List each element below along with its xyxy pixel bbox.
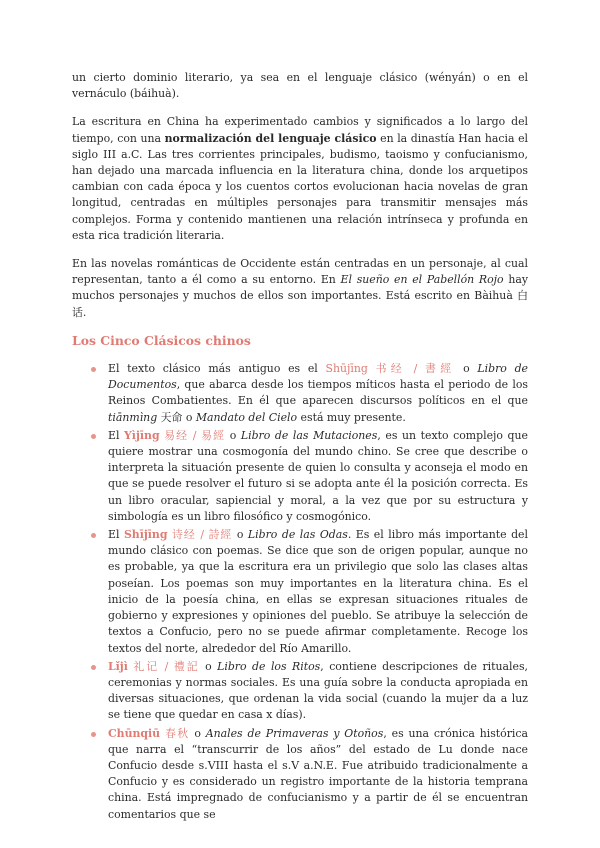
classic-name: Shūjīng bbox=[325, 362, 368, 376]
classic-characters: 春秋 bbox=[160, 726, 190, 740]
classic-title: Libro de los Ritos bbox=[217, 659, 321, 673]
classic-name: Yìjīng bbox=[124, 428, 160, 442]
classic-title: Libro de las Mutaciones bbox=[240, 428, 378, 442]
bullet-icon bbox=[91, 732, 96, 737]
list-item: Lǐjì 礼记 / 禮記 o Libro de los Ritos, contiene descripciones de rituales, ceremonias y normas sociales. Es una guía sobre la conducta apropiada en diversas situaciones, que ordenan la vida social (cuando la mujer da a luz se tiene que quedar en casa x días). bbox=[108, 659, 528, 724]
classic-title: Anales de Primaveras y Otoños bbox=[205, 726, 384, 740]
classic-characters: 易经 / 易經 bbox=[159, 428, 226, 442]
novels-text-start: En las novelas románticas de Occidente están centradas en un personaje, al cual representan, tanto a él como a su entorno. En bbox=[72, 257, 528, 287]
bullet-icon bbox=[91, 367, 96, 372]
classic-characters: 书经 / 書經 bbox=[367, 362, 456, 376]
classic-title: Libro de las Odas bbox=[247, 528, 348, 542]
bullet-icon bbox=[91, 434, 96, 439]
writing-history-paragraph bbox=[72, 114, 528, 244]
bullet-icon bbox=[91, 665, 96, 670]
classic-title: Libro de Documentos bbox=[108, 362, 529, 392]
term: tiānmìng bbox=[108, 410, 158, 424]
writing-text-start: La escritura en China ha experimentado cambios y significados a lo largo del tiempo, con una bbox=[72, 115, 528, 145]
intro-paragraph-continued bbox=[72, 70, 528, 102]
classic-name: Lǐjì bbox=[108, 659, 128, 673]
classic-name: Chūnqiū bbox=[108, 726, 161, 740]
list-item: El Shījīng 诗经 / 詩經 o Libro de las Odas. Es el libro más importante del mundo clásico con poemas. Se dice que son de origen popular, aunque no es probable, ya que la escritura era un privilegio que solo las clases altas poseían. Los poemas son muy importantes en la literatura china. Es el inicio de la poesía china, en ellas se expresan situaciones rituales de gobierno y expresiones y opiniones del pueblo. Se atribuye la selección de textos a Confucio, pero no se puede afirmar completamente. Recoge los textos del norte, alrededor del Río Amarillo. bbox=[108, 527, 528, 657]
document-page bbox=[72, 70, 528, 825]
list-item: Chūnqiū 春秋 o Anales de Primaveras y Otoños, es una crónica histórica que narra el “transcurrir de los años” del estado de Lu donde nace Confucio desde s.VIII hasta el s.V a.N.E. Fue atribuido tradicionalmente a Confucio y es considerado un registro importante de la historia temprana china. Está impregnado de confucianismo y a partir de él se encuentran comentarios que se bbox=[108, 726, 528, 823]
classic-characters: 礼记 / 禮記 bbox=[127, 659, 200, 673]
novels-paragraph bbox=[72, 256, 528, 321]
novels-text-end: hay muchos personajes y muchos de ellos son importantes. Está escrito en Bàihuà 白话. bbox=[72, 273, 528, 319]
section-heading: Los Cinco Clásicos chinos bbox=[72, 332, 251, 348]
writing-text-end: en la dinastía Han hacia el siglo III a.C. Las tres corrientes principales, budismo, taoismo y confucianismo, han dejado una marcada influencia en la literatura china, donde los arquetipos cambian con cada época y los cuentos cortos evolucionan hacia novelas de gran longitud, centradas en múltiples personajes para transmitir mensajes más complejos. Forma y contenido mantienen una relación intrínseca y profunda en esta rica tradición literaria. bbox=[72, 131, 529, 242]
term-translation: Mandato del Cielo bbox=[195, 410, 298, 424]
classic-name: Shījīng bbox=[123, 528, 168, 542]
intro-text: un cierto dominio literario, ya sea en el lenguaje clásico (wényán) o en el vernáculo (báihuà). bbox=[72, 71, 528, 101]
five-classics-list bbox=[72, 361, 528, 823]
classic-characters: 诗经 / 詩經 bbox=[167, 528, 233, 542]
list-item: El Yìjīng 易经 / 易經 o Libro de las Mutaciones, es un texto complejo que quiere mostrar una cosmogonía del mundo chino. Se cree que describe o interpreta la situación presente de quien lo consulta y aconseja el modo en que se puede resolver el futuro si se adopta ante él la posición correcta. Es un libro oracular, sapiencial y moral, a la vez que por su estructura y simbología es un libro filosófico y cosmogónico. bbox=[108, 428, 528, 525]
red-chamber-title: El sueño en el Pabellón Rojo bbox=[340, 273, 504, 287]
list-item: El texto clásico más antiguo es el Shūjīng 书经 / 書經 o Libro de Documentos, que abarca desde los tiempos míticos hasta el periodo de los Reinos Combatientes. En él que aparecen discursos políticos en el que tiānmìng 天命 o Mandato del Cielo está muy presente. bbox=[108, 361, 528, 426]
bullet-icon bbox=[91, 533, 96, 538]
classical-language-emphasis: normalización del lenguaje clásico bbox=[164, 131, 377, 145]
